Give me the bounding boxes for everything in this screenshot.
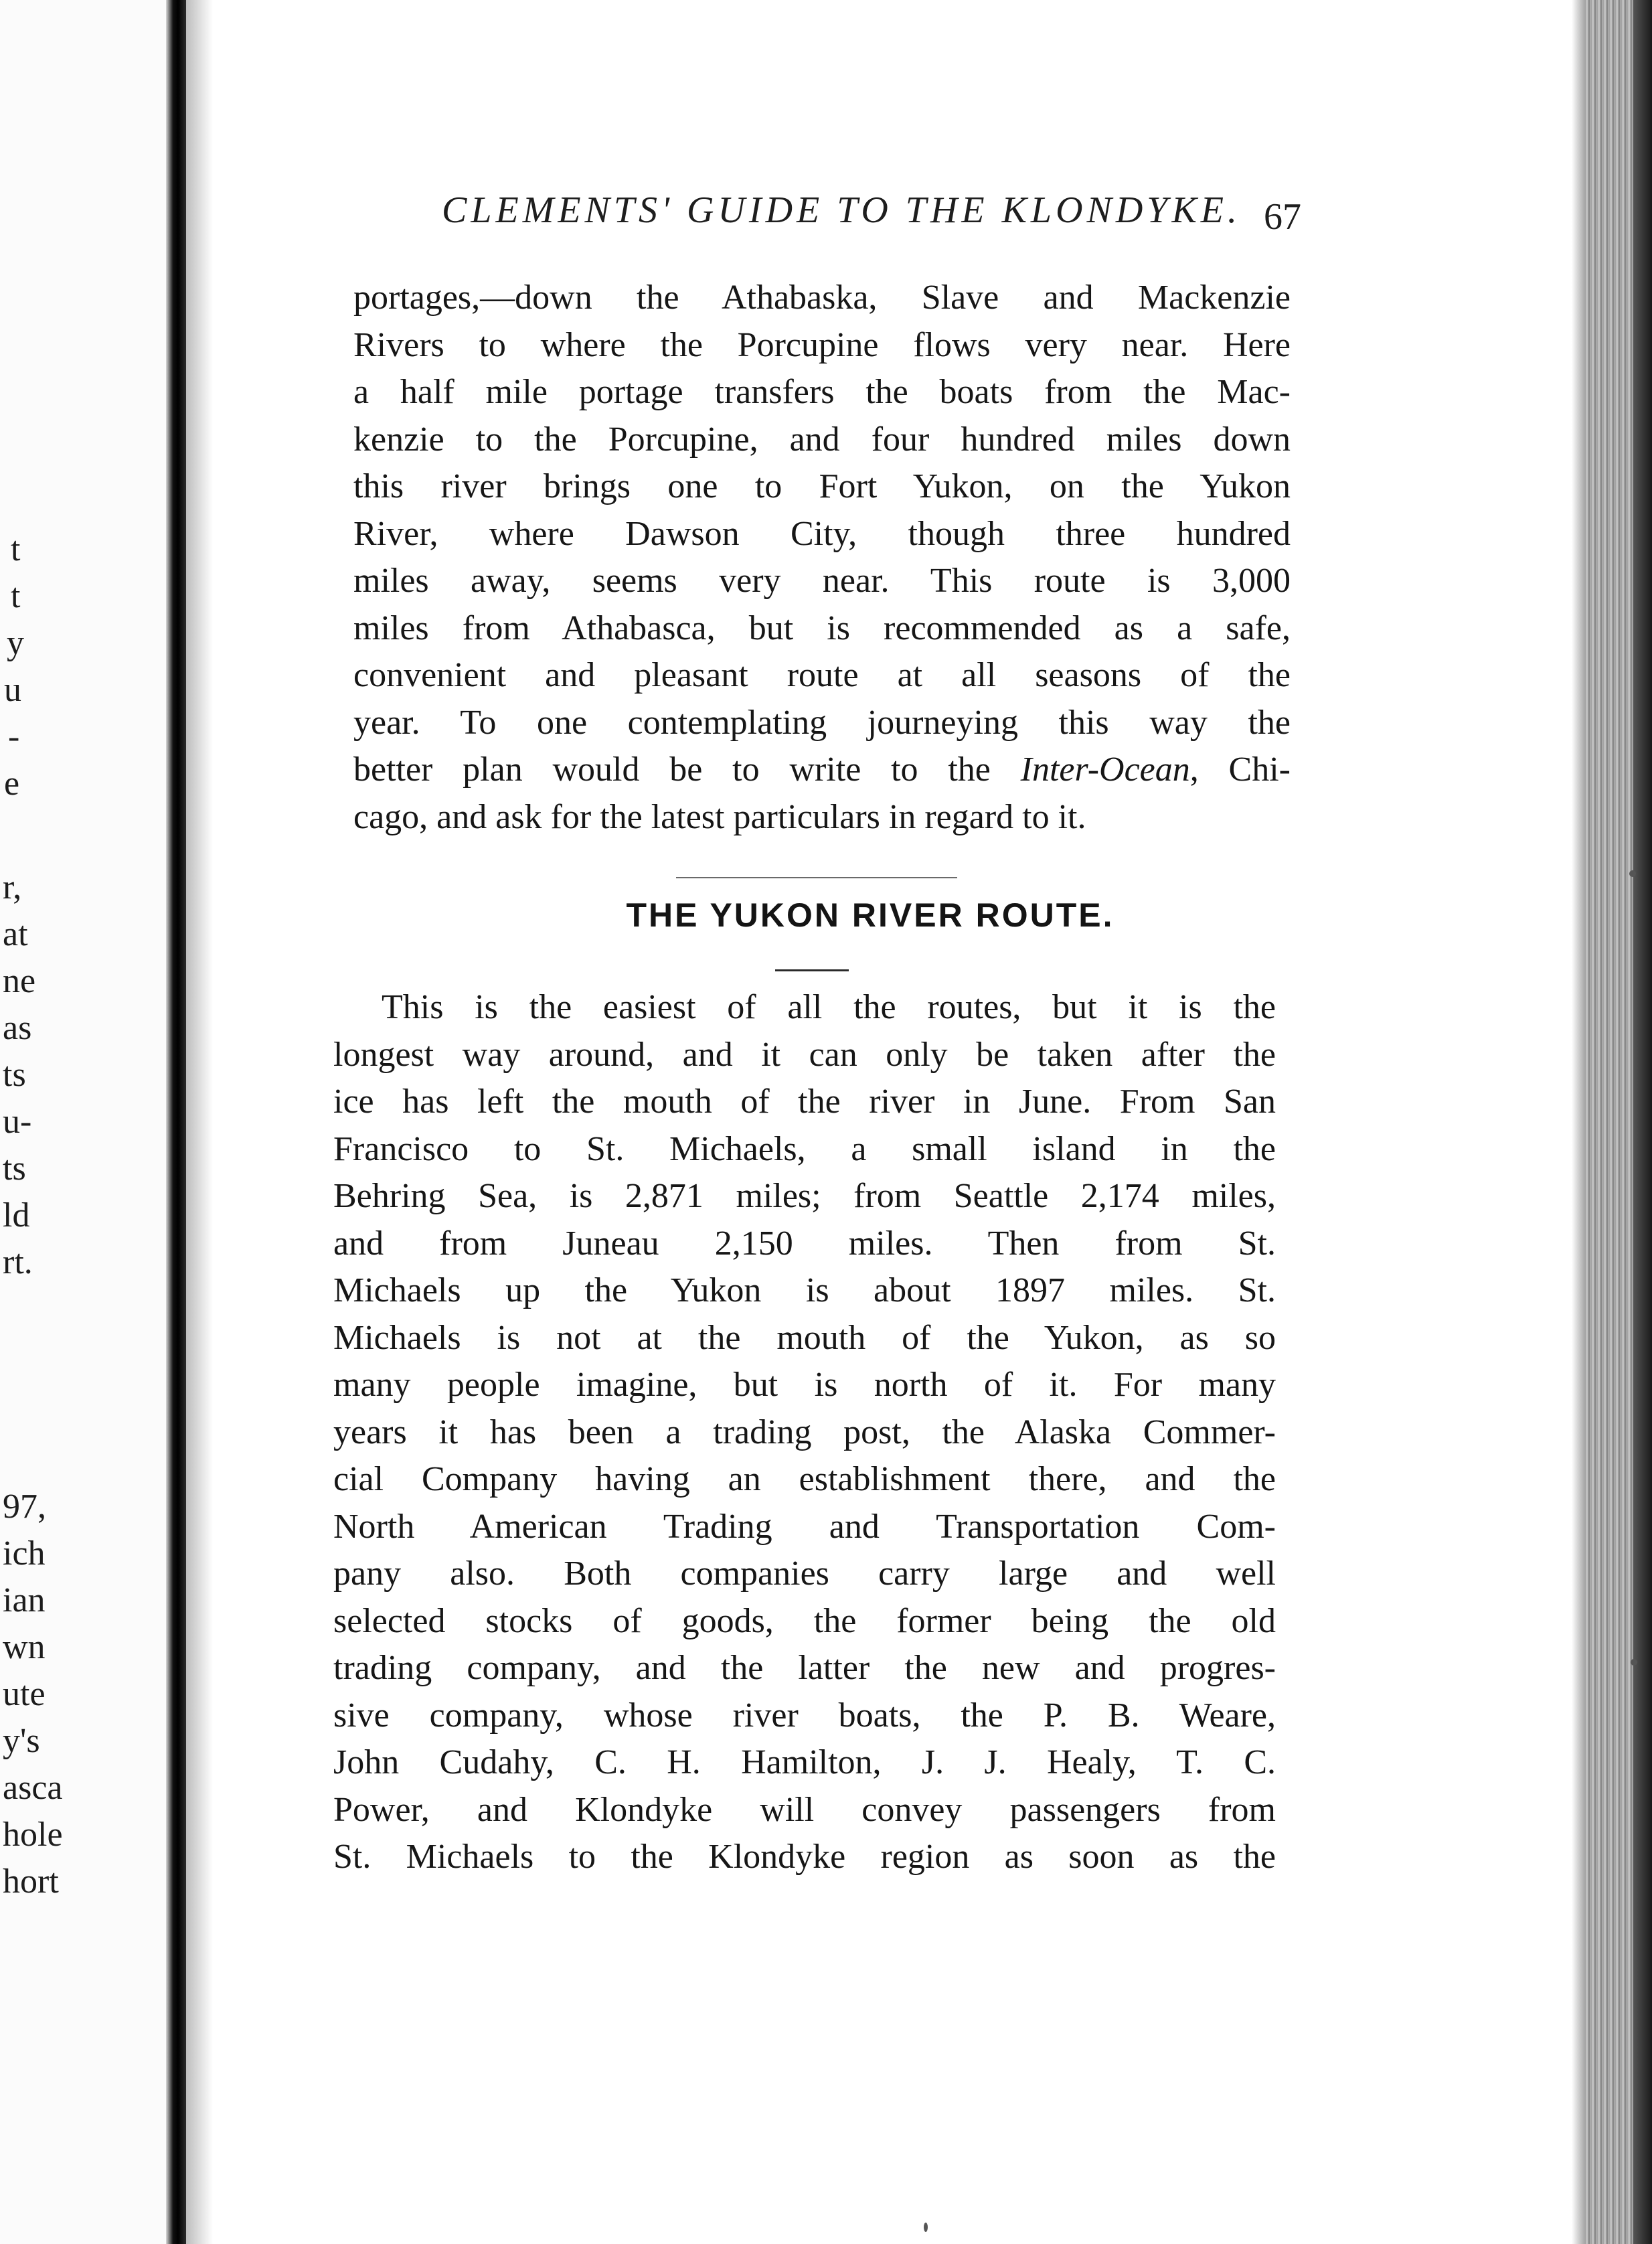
left-page-text-fragments bbox=[0, 0, 191, 2244]
left-fragment: asca bbox=[3, 1769, 63, 1807]
page-edge-shadow bbox=[1572, 0, 1586, 2244]
book-gutter bbox=[166, 0, 186, 2244]
text-line: pany also. Both companies carry large and well bbox=[333, 1554, 1276, 1593]
left-fragment: ts bbox=[3, 1056, 26, 1094]
left-fragment: ts bbox=[3, 1149, 26, 1188]
gutter-shadow bbox=[186, 0, 213, 2244]
running-head: CLEMENTS' GUIDE TO THE KLONDYKE. bbox=[442, 189, 1242, 231]
scan-speck bbox=[1631, 1659, 1637, 1666]
section-heading: THE YUKON RIVER ROUTE. bbox=[626, 896, 1114, 934]
text-line: selected stocks of goods, the former being the old bbox=[333, 1601, 1276, 1640]
left-fragment: y's bbox=[3, 1722, 40, 1760]
text-line: Michaels is not at the mouth of the Yukon, as so bbox=[333, 1318, 1276, 1357]
text-line: and from Juneau 2,150 miles. Then from St. bbox=[333, 1224, 1276, 1263]
text-line: miles away, seems very near. This route is 3,000 bbox=[353, 562, 1291, 600]
left-fragment: hole bbox=[3, 1816, 63, 1854]
text-line: miles from Athabasca, but is recommended as a safe, bbox=[353, 609, 1291, 647]
text-line: sive company, whose river boats, the P. B. Weare, bbox=[333, 1696, 1276, 1735]
left-facing-page bbox=[0, 0, 191, 2244]
left-fragment: ich bbox=[3, 1534, 46, 1573]
text-line: longest way around, and it can only be taken after the bbox=[333, 1035, 1276, 1074]
left-fragment: r, bbox=[3, 868, 22, 906]
left-fragment: as bbox=[3, 1009, 32, 1047]
text-line: Michaels up the Yukon is about 1897 miles. St. bbox=[333, 1271, 1276, 1309]
left-fragment: wn bbox=[3, 1628, 46, 1666]
left-fragment: ld bbox=[3, 1196, 30, 1234]
text-line: River, where Dawson City, though three hundred bbox=[353, 514, 1291, 553]
left-fragment: e bbox=[4, 765, 20, 803]
text-line: this river brings one to Fort Yukon, on the Yukon bbox=[353, 467, 1291, 505]
left-fragment: u- bbox=[3, 1103, 32, 1141]
scan-speck bbox=[1629, 870, 1636, 877]
text-line: portages,—down the Athabaska, Slave and Mackenzie bbox=[353, 278, 1291, 317]
text-line: Power, and Klondyke will convey passengers from bbox=[333, 1790, 1276, 1829]
left-fragment: at bbox=[3, 915, 28, 953]
paragraph-yukon-route bbox=[333, 984, 1276, 1881]
left-fragment: ute bbox=[3, 1675, 46, 1713]
text-line: Behring Sea, is 2,871 miles; from Seattle 2,174 miles, bbox=[333, 1177, 1276, 1215]
text-line: better plan would be to write to the Inter-Ocean, Chi- bbox=[353, 750, 1291, 789]
scan-speck bbox=[924, 2223, 928, 2232]
text-line: a half mile portage transfers the boats from the Mac- bbox=[353, 373, 1291, 411]
left-fragment: 97, bbox=[3, 1488, 46, 1526]
text-line: This is the easiest of all the routes, but it is the bbox=[382, 988, 1276, 1026]
text-line: John Cudahy, C. H. Hamilton, J. J. Healy, T. C. bbox=[333, 1743, 1276, 1781]
left-fragment: hort bbox=[3, 1862, 59, 1901]
text-line: years it has been a trading post, the Alaska Commer- bbox=[333, 1413, 1276, 1451]
text-line: St. Michaels to the Klondyke region as soon as the bbox=[333, 1838, 1276, 1876]
left-fragment: - bbox=[8, 718, 20, 756]
left-fragment: ian bbox=[3, 1581, 46, 1619]
section-divider-top bbox=[676, 877, 957, 878]
text-line: year. To one contemplating journeying this way the bbox=[353, 703, 1291, 742]
paragraph-portages bbox=[353, 274, 1291, 841]
left-fragment: rt. bbox=[3, 1243, 33, 1281]
section-divider-bottom bbox=[775, 969, 849, 971]
text-line: convenient and pleasant route at all seasons of the bbox=[353, 656, 1291, 694]
left-fragment: t bbox=[11, 530, 21, 568]
text-line: cago, and ask for the latest particulars in regard to it. bbox=[353, 797, 1086, 836]
left-fragment: y bbox=[7, 624, 24, 662]
book-cover-edge bbox=[1633, 0, 1652, 2244]
publication-name: Inter-Ocean bbox=[1020, 750, 1190, 789]
left-fragment: ne bbox=[3, 962, 36, 1000]
text-line: kenzie to the Porcupine, and four hundred miles down bbox=[353, 420, 1291, 459]
text-line: Rivers to where the Porcupine flows very near. Here bbox=[353, 325, 1291, 364]
left-fragment: u bbox=[4, 671, 21, 709]
text-line: ice has left the mouth of the river in June. From San bbox=[333, 1083, 1276, 1121]
text-line: Francisco to St. Michaels, a small island in the bbox=[333, 1129, 1276, 1168]
text-line: North American Trading and Transportation Com- bbox=[333, 1507, 1276, 1546]
text-line: trading company, and the latter the new and progres- bbox=[333, 1649, 1276, 1687]
text-line: cial Company having an establishment there, and the bbox=[333, 1460, 1276, 1498]
text-line: many people imagine, but is north of it. For many bbox=[333, 1366, 1276, 1404]
page-number: 67 bbox=[1264, 196, 1301, 238]
left-fragment: t bbox=[11, 577, 21, 615]
